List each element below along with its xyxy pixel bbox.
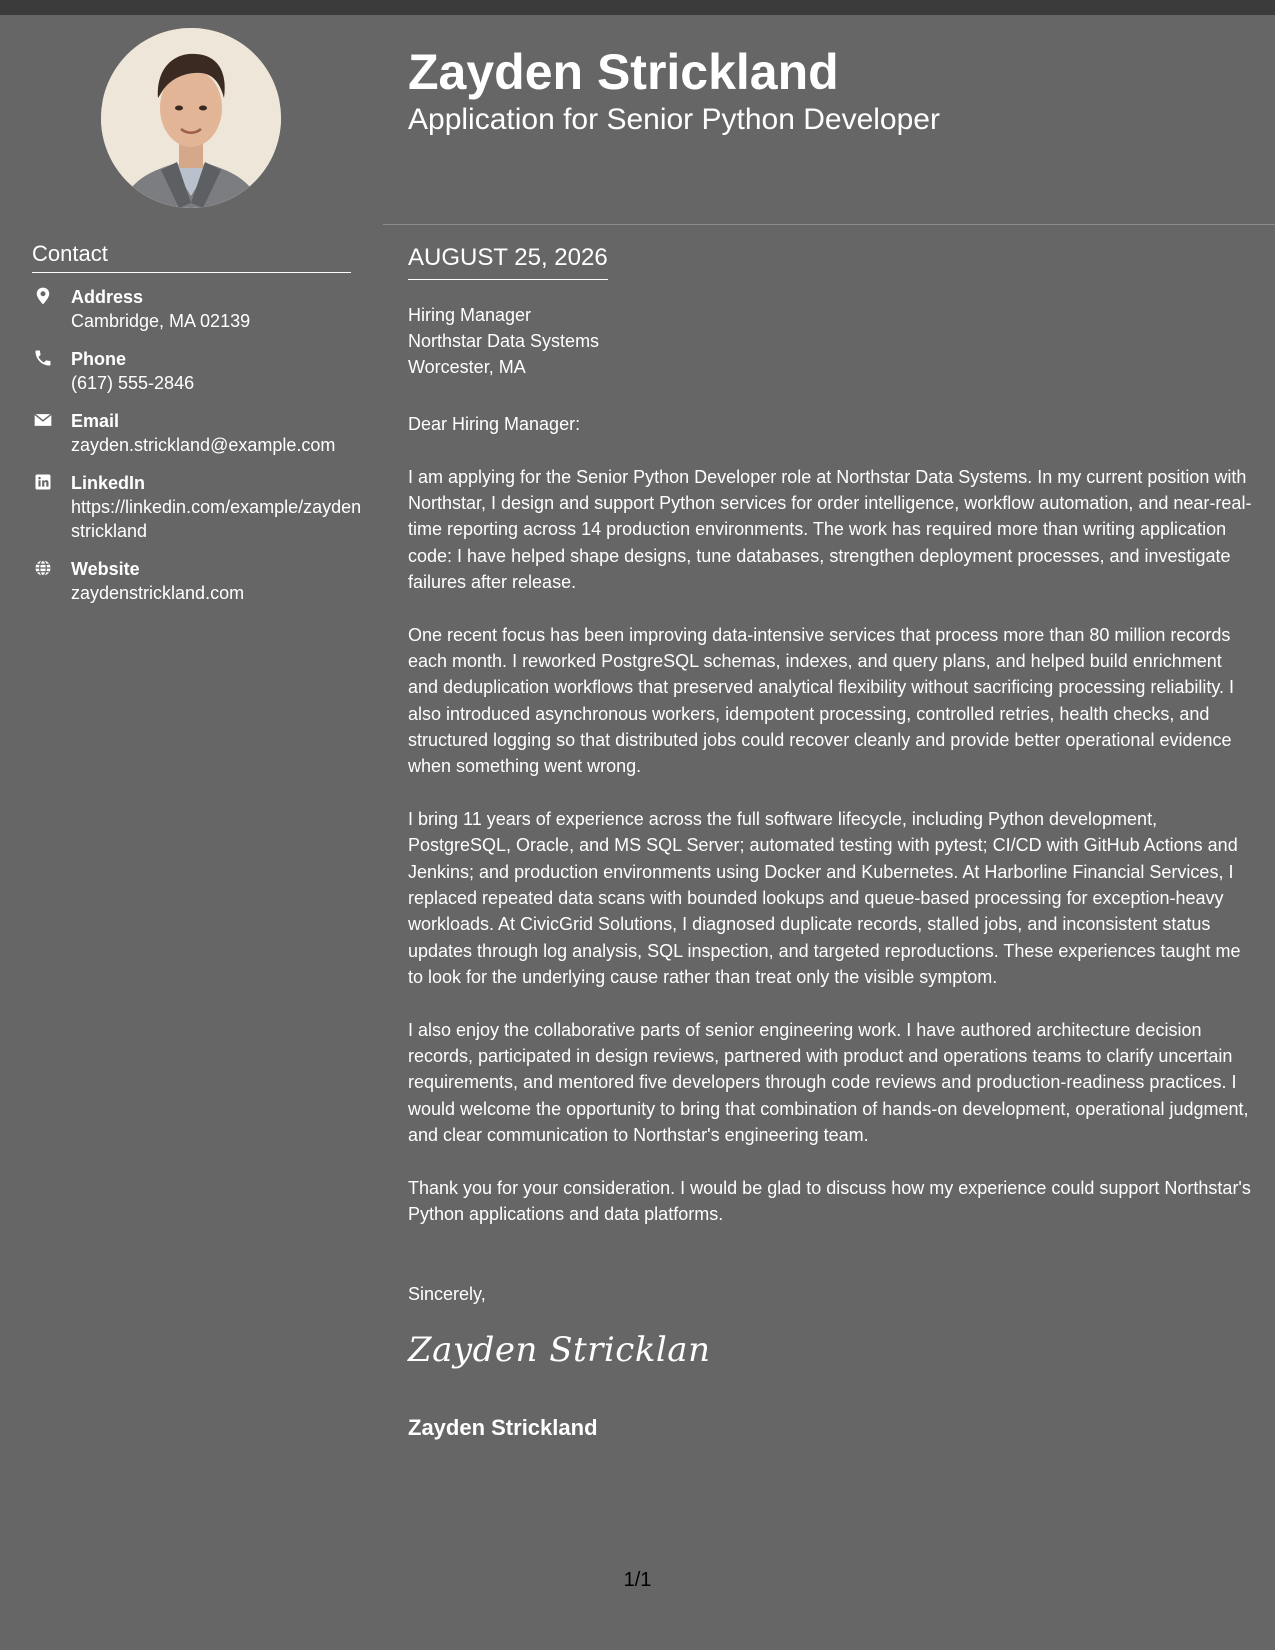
address-value: Cambridge, MA 02139	[71, 311, 251, 331]
signature: Zayden Stricklan	[408, 1330, 711, 1370]
envelope-icon	[33, 410, 53, 430]
letter-body	[408, 411, 1253, 1254]
linkedin-icon	[33, 472, 53, 492]
contact-label: Phone	[71, 349, 127, 369]
signed-name: Zayden Strickland	[408, 1415, 598, 1440]
email-link[interactable]: zayden.strickland@example.com	[71, 435, 336, 455]
salutation: Dear Hiring Manager:	[408, 414, 581, 434]
closing: Sincerely,	[408, 1284, 486, 1304]
letter-paragraph: I also enjoy the collaborative parts of senior engineering work. I have authored architecture decision records, participated in design reviews, partnered with product and operations teams to clarify uncertain requirements, and mentored five developers through code reviews and production-readiness practices. I would welcome the opportunity to bring that combination of hands-on development, operational judgment, and clear communication to Northstar's engineering team.	[408, 1019, 1249, 1145]
header-divider	[383, 224, 1275, 225]
recipient-line: Hiring Manager	[408, 305, 532, 325]
contact-phone	[32, 347, 362, 395]
avatar-portrait	[101, 28, 281, 208]
letter-paragraph: Thank you for your consideration. I would be glad to discuss how my experience could support Northstar's Python applications and data platforms.	[408, 1177, 1251, 1224]
application-subtitle: Application for Senior Python Developer	[408, 103, 940, 136]
letter-paragraph: I bring 11 years of experience across the full software lifecycle, including Python development, PostgreSQL, Oracle, and MS SQL Server; automated testing with pytest; CI/CD with GitHub Actions and Jenkins; and production environments using Docker and Kubernetes. At Harborline Financial Services, I replaced repeated data scans with bounded lookups and queue-based processing for exception-heavy workloads. At CivicGrid Solutions, I diagnosed duplicate records, stalled jobs, and inconsistent status updates through log analysis, SQL inspection, and targeted reproductions. These experiences taught me to look for the underlying cause rather than treat only the visible symptom.	[408, 809, 1241, 987]
recipient-line: Northstar Data Systems	[408, 331, 600, 351]
contact-website	[32, 557, 362, 605]
top-bar	[0, 0, 1275, 15]
phone-value: (617) 555-2846	[71, 373, 195, 393]
globe-icon	[33, 558, 53, 578]
letter-paragraph: One recent focus has been improving data-intensive services that process more than 80 million records each month. I reworked PostgreSQL schemas, indexes, and query plans, and helped build enrichment and deduplication workflows that preserved analytical flexibility without sacrificing processing reliability. I also introduced asynchronous workers, idempotent processing, controlled retries, health checks, and structured logging so that distributed jobs could recover cleanly and provide better operational evidence when something went wrong.	[408, 624, 1235, 777]
recipient-block	[408, 302, 599, 380]
contact-address	[32, 285, 362, 333]
linkedin-link[interactable]: https://linkedin.com/example/zaydenstrickland	[71, 497, 362, 541]
map-pin-icon	[33, 286, 53, 306]
letter-main	[383, 15, 1275, 1650]
contact-label: LinkedIn	[71, 473, 146, 493]
page-number: 1/1	[623, 1569, 652, 1591]
contact-label: Address	[71, 287, 144, 307]
contact-label: Website	[71, 559, 140, 579]
phone-icon	[33, 348, 53, 368]
avatar	[101, 28, 281, 208]
sidebar	[0, 15, 382, 1650]
contact-email	[32, 409, 362, 457]
recipient-line: Worcester, MA	[408, 357, 526, 377]
letter-paragraph: I am applying for the Senior Python Developer role at Northstar Data Systems. In my current position with Northstar, I design and support Python services for order intelligence, workflow automation, and near-real-time reporting across 14 production environments. The work has required more than writing application code: I have helped shape designs, tune databases, strengthen deployment processes, and investigate failures after release.	[408, 466, 1252, 592]
contact-linkedin	[32, 471, 362, 543]
website-link[interactable]: zaydenstrickland.com	[71, 583, 245, 603]
contact-list	[32, 285, 362, 619]
contact-label: Email	[71, 411, 120, 431]
letter-date: AUGUST 25, 2026	[408, 243, 608, 280]
applicant-name: Zayden Strickland	[408, 44, 839, 100]
contact-heading: Contact	[32, 241, 351, 273]
